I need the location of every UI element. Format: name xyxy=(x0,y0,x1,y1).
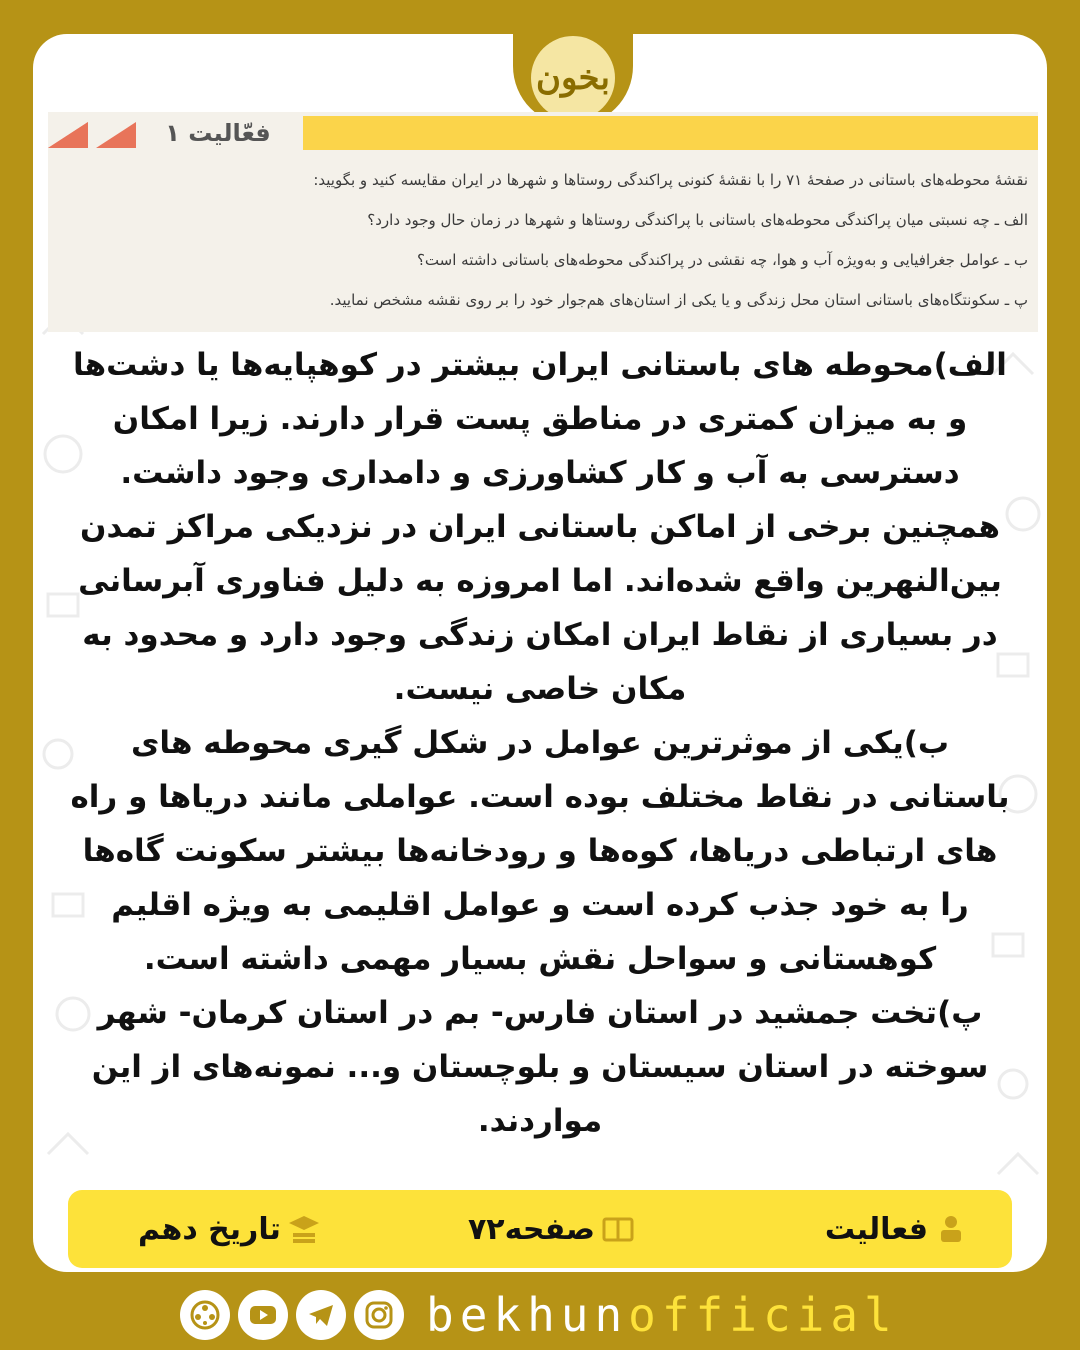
info-bar xyxy=(68,1190,1012,1268)
question-line: پ ـ سکونتگاه‌های باستانی استان محل زندگی و یا یکی از استان‌های هم‌جوار خود را بر روی نقشه مشخص نمایید. xyxy=(329,291,1028,309)
logo-text: بخون xyxy=(536,58,610,98)
page-badge xyxy=(468,1190,635,1268)
logo-mark xyxy=(531,36,615,120)
brand-handle[interactable] xyxy=(426,1288,898,1342)
activity-header xyxy=(48,116,1038,150)
book-icon xyxy=(601,1212,635,1246)
question-line: الف ـ چه نسبتی میان پراکندگی محوطه‌های باستانی با پراکندگی روستاها و شهرها در زمان حال وجود دارد؟ xyxy=(367,211,1028,229)
youtube-link[interactable] xyxy=(238,1290,288,1340)
brand-handle-part2: official xyxy=(628,1288,898,1342)
aparat-icon xyxy=(189,1299,221,1331)
brand-handle-part1: bekhun xyxy=(426,1288,629,1342)
content-card xyxy=(33,34,1047,1272)
instagram-link[interactable] xyxy=(354,1290,404,1340)
activity-header-bar xyxy=(303,116,1038,150)
telegram-link[interactable] xyxy=(296,1290,346,1340)
answer-part-b: ب)یکی از موثرترین عوامل در شکل گیری محوطه های باستانی در نقاط مختلف بوده است. عواملی مانند دریاها و راه های ارتباطی دریاها، کوه‌ها و رودخانه‌ها بیشتر سکونت گاه‌ها را به خود جذب کرده است و عوامل اقلیمی به ویژه اقلیم کوهستانی و سواحل نقش بسیار مهمی داشته است. xyxy=(70,725,1010,977)
answer-part-c: پ)تخت جمشید در استان فارس- بم در استان کرمان- شهر سوخته در استان سیستان و بلوچستان و... نمونه‌های از این مواردند. xyxy=(91,995,989,1139)
youtube-icon xyxy=(247,1299,279,1331)
subject-label: تاریخ دهم xyxy=(138,1211,281,1247)
telegram-icon xyxy=(305,1299,337,1331)
page-label: صفحه۷۲ xyxy=(468,1211,596,1247)
aparat-link[interactable] xyxy=(180,1290,230,1340)
activity-label: فعالیت xyxy=(824,1211,928,1247)
textbook-question-panel xyxy=(48,112,1038,332)
question-lines xyxy=(98,160,1028,320)
graduation-books-icon xyxy=(287,1212,321,1246)
activity-title: فعّالیت ۱ xyxy=(165,119,271,147)
question-line: نقشهٔ محوطه‌های باستانی در صفحهٔ ۷۱ را با نقشهٔ کنونی پراکندگی روستاها و شهرها در ایران مقایسه کنید و بگویید: xyxy=(313,171,1028,189)
instagram-icon xyxy=(363,1299,395,1331)
subject-badge xyxy=(138,1190,321,1268)
triangle-decoration xyxy=(48,122,88,148)
triangle-decoration xyxy=(96,122,136,148)
answer-text xyxy=(70,338,1010,1138)
answer-part-a: الف)محوطه های باستانی ایران بیشتر در کوهپایه‌ها یا دشت‌ها و به میزان کمتری در مناطق پست قرار دارند. زیرا امکان دسترسی به آب و کار کشاورزی و دامداری وجود داشت. همچنین برخی از اماکن باستانی ایران در نزدیکی مراکز تمدن بین‌النهرین واقع شده‌اند. اما امروزه به دلیل فناوری آبرسانی در بسیاری از نقاط ایران امکان زندگی وجود دارد و محدود به مکان خاصی نیست. xyxy=(73,347,1007,707)
social-footer xyxy=(180,1285,900,1345)
teacher-icon xyxy=(934,1212,968,1246)
activity-badge xyxy=(825,1190,968,1268)
question-line: ب ـ عوامل جغرافیایی و به‌ویژه آب و هوا، چه نقشی در پراکندگی محوطه‌های باستانی داشته است؟ xyxy=(416,251,1028,269)
